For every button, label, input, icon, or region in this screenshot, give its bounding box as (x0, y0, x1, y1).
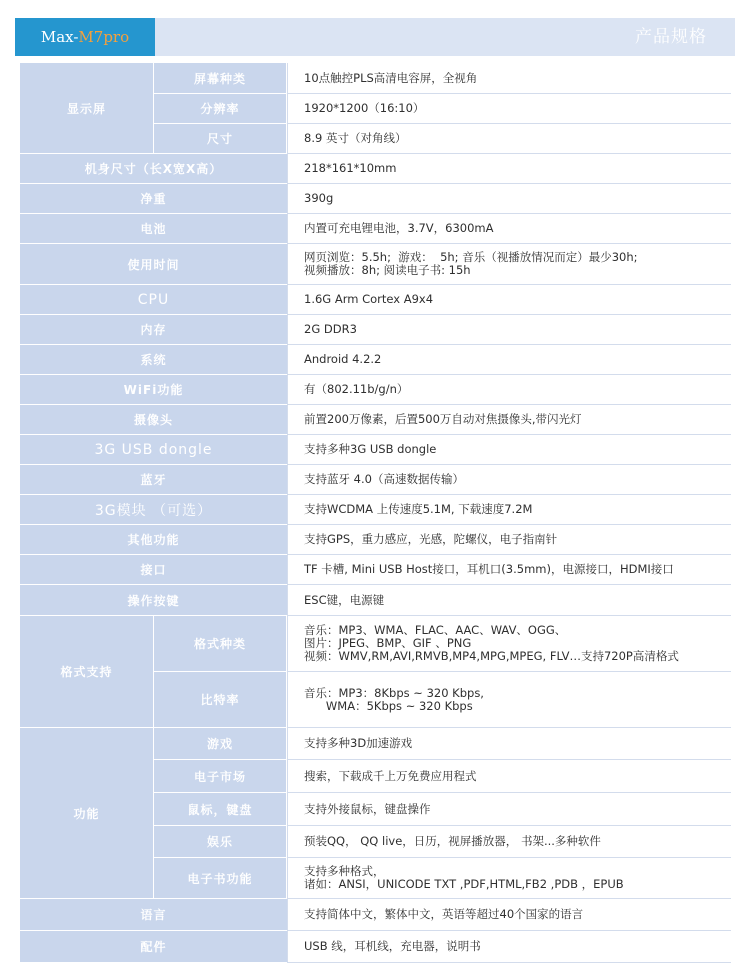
value-dimensions: 218*161*10mm (287, 154, 731, 184)
sub-label-resolution: 分辨率 (154, 94, 287, 124)
label-ports: 接口 (20, 555, 287, 585)
product-name-tag (15, 18, 155, 56)
table-row (20, 435, 731, 465)
label-dimensions: 机身尺寸（长X宽X高） (20, 154, 287, 184)
label-battery: 电池 (20, 214, 287, 244)
category-display: 显示屏 (20, 63, 154, 154)
value-language: 支持简体中文，繁体中文，英语等超过40个国家的语言 (287, 899, 731, 931)
value-wifi: 有（802.11b/g/n） (287, 375, 731, 405)
category-formats: 格式支持 (20, 616, 154, 728)
sub-label-mouse-keyboard: 鼠标，键盘 (154, 793, 287, 826)
table-row (20, 375, 731, 405)
value-camera: 前置200万像素，后置500万自动对焦摄像头,带闪光灯 (287, 405, 731, 435)
sub-label-bitrate: 比特率 (154, 672, 287, 728)
value-mouse-keyboard: 支持外接鼠标，键盘操作 (287, 793, 731, 826)
table-row (20, 525, 731, 555)
value-cpu: 1.6G Arm Cortex A9x4 (287, 285, 731, 315)
table-row (20, 616, 731, 672)
sub-label-format-kinds: 格式种类 (154, 616, 287, 672)
value-weight: 390g (287, 184, 731, 214)
value-memory: 2G DDR3 (287, 315, 731, 345)
table-row (20, 154, 731, 184)
value-resolution: 1920*1200（16:10） (287, 94, 731, 124)
label-wifi: WiFi功能 (20, 375, 287, 405)
label-bluetooth: 蓝牙 (20, 465, 287, 495)
label-language: 语言 (20, 899, 287, 931)
label-accessories: 配件 (20, 931, 287, 963)
value-market: 搜索，下载成千上万免费应用程式 (287, 760, 731, 793)
table-row (20, 899, 731, 931)
label-memory: 内存 (20, 315, 287, 345)
table-row (20, 495, 731, 525)
value-other-functions: 支持GPS，重力感应，光感，陀螺仪，电子指南针 (287, 525, 731, 555)
page-title: 产品规格 (635, 27, 707, 47)
ebook-line-2: 诸如：ANSI，UNICODE TXT ,PDF,HTML,FB2 ,PDB ，EPUB (304, 877, 624, 891)
value-buttons: ESC键，电源键 (287, 585, 731, 616)
value-format-kinds (287, 616, 731, 672)
usage-line-2: 视频播放：8h; 阅读电子书: 15h (304, 263, 471, 277)
page-header (15, 18, 735, 56)
table-row (20, 315, 731, 345)
format-image: 图片：JPEG、BMP、GIF 、PNG (304, 636, 472, 650)
value-games: 支持多种3D加速游戏 (287, 728, 731, 760)
label-buttons: 操作按键 (20, 585, 287, 616)
table-row (20, 585, 731, 616)
label-other-functions: 其他功能 (20, 525, 287, 555)
sub-label-screen-type: 屏幕种类 (154, 63, 287, 94)
sub-label-ebook: 电子书功能 (154, 858, 287, 899)
spec-table (20, 63, 731, 963)
label-3g-module: 3G模块 （可选） (20, 495, 287, 525)
table-row (20, 931, 731, 963)
table-row (20, 214, 731, 244)
label-camera: 摄像头 (20, 405, 287, 435)
value-battery: 内置可充电锂电池，3.7V，6300mA (287, 214, 731, 244)
value-3g-dongle: 支持多种3G USB dongle (287, 435, 731, 465)
sub-label-games: 游戏 (154, 728, 287, 760)
table-row (20, 285, 731, 315)
table-row (20, 184, 731, 214)
ebook-line-1: 支持多种格式， (304, 864, 385, 878)
value-bitrate (287, 672, 731, 728)
category-functions: 功能 (20, 728, 154, 899)
sub-label-entertainment: 娱乐 (154, 826, 287, 858)
brand-name: Max- (40, 28, 79, 46)
table-row (20, 405, 731, 435)
format-music: 音乐：MP3、WMA、FLAC、AAC、WAV、OGG、 (304, 623, 567, 637)
sub-label-size: 尺寸 (154, 124, 287, 154)
table-row (20, 728, 731, 760)
label-weight: 净重 (20, 184, 287, 214)
value-ebook (287, 858, 731, 899)
value-bluetooth: 支持蓝牙 4.0（高速数据传输） (287, 465, 731, 495)
value-accessories: USB 线，耳机线，充电器，说明书 (287, 931, 731, 963)
value-usage-time (287, 244, 731, 285)
value-3g-module: 支持WCDMA 上传速度5.1M, 下载速度7.2M (287, 495, 731, 525)
format-video: 视频：WMV,RM,AVI,RMVB,MP4,MPG,MPEG, FLV…支持720P高清格式 (304, 649, 679, 663)
value-screen-type: 10点触控PLS高清电容屏，全视角 (287, 63, 731, 94)
label-usage-time: 使用时间 (20, 244, 287, 285)
value-ports: TF 卡槽, Mini USB Host接口，耳机口(3.5mm)，电源接口，HDMI接口 (287, 555, 731, 585)
table-row (20, 244, 731, 285)
usage-line-1: 网页浏览：5.5h; 游戏： 5h; 音乐（视播放情况而定）最少30h; (304, 250, 638, 264)
value-size: 8.9 英寸（对角线） (287, 124, 731, 154)
label-cpu: CPU (20, 285, 287, 315)
value-entertainment: 预装QQ， QQ live，日历，视屏播放器， 书架...多种软件 (287, 826, 731, 858)
bitrate-wma: WMA：5Kbps ~ 320 Kbps (304, 698, 473, 713)
sub-label-market: 电子市场 (154, 760, 287, 793)
label-system: 系统 (20, 345, 287, 375)
value-system: Android 4.2.2 (287, 345, 731, 375)
label-3g-dongle: 3G USB dongle (20, 435, 287, 465)
table-row (20, 555, 731, 585)
table-row (20, 345, 731, 375)
model-name: M7pro (78, 28, 130, 46)
bitrate-mp3: 音乐：MP3：8Kbps ~ 320 Kbps, (304, 685, 484, 700)
table-row (20, 465, 731, 495)
table-row (20, 63, 731, 94)
